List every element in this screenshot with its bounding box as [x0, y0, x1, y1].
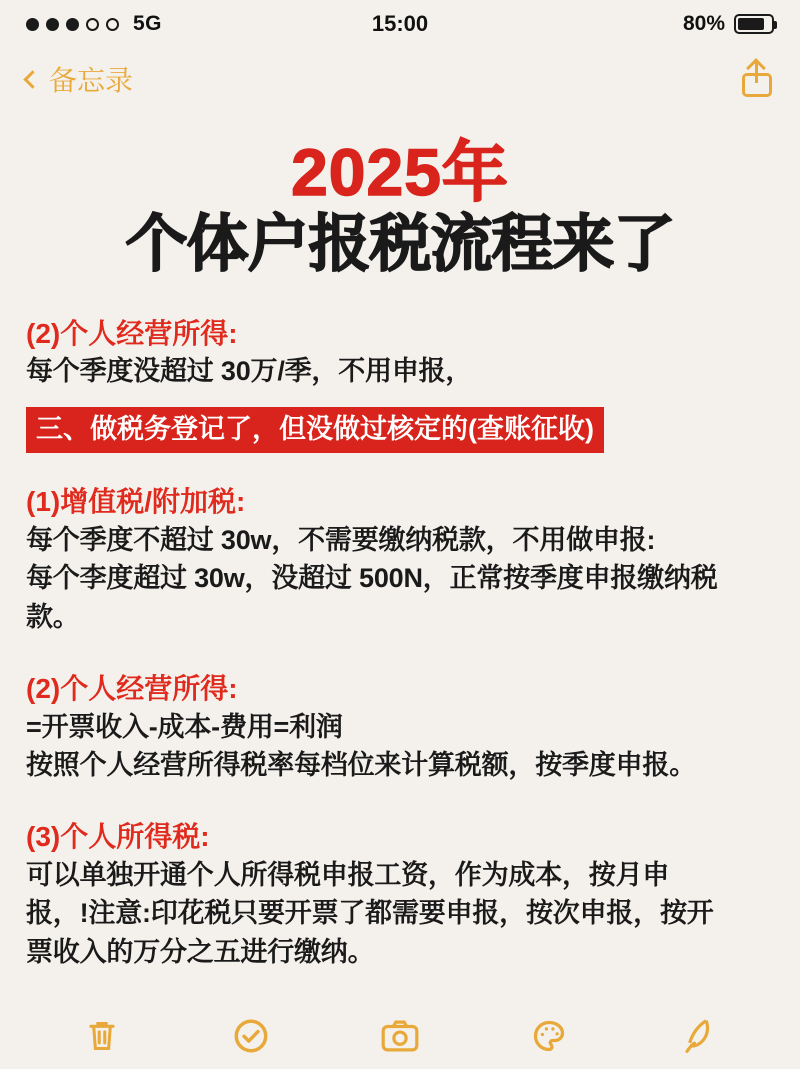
section-personal-income-1 [26, 315, 774, 391]
status-bar-left [26, 12, 256, 36]
section-line: 按照个人经营所得税率每档位来计算税额，按季度申报。 [26, 750, 696, 781]
status-bar [0, 0, 800, 48]
section-heading: (1)增值税/附加税: [26, 486, 246, 518]
chevron-left-icon [23, 70, 41, 88]
navigation-bar [0, 48, 800, 110]
section-individual-income-tax [26, 818, 774, 971]
section-banner-registered: 三、做税务登记了，但没做过核定的(查账征收) [26, 407, 604, 453]
section-line: 每个季度没超过 30万/季，不用申报， [26, 356, 473, 387]
battery-percent-label: 80% [682, 12, 725, 35]
section-vat-surtax [26, 483, 774, 636]
section-heading: (3)个人所得税: [26, 821, 210, 853]
back-button-label: 备忘录 [49, 65, 134, 96]
status-bar-clock: 15:00 [371, 11, 429, 36]
section-line: 报，!注意:印花税只要开票了都需要申报，按次申报，按开 [26, 898, 714, 929]
section-heading: (2)个人经营所得: [26, 317, 238, 349]
battery-icon [734, 14, 774, 34]
section-line: 可以单独开通个人所得税申报工资，作为成本，按月申 [26, 860, 670, 891]
network-type-label: 5G [133, 12, 163, 35]
bottom-toolbar [0, 1009, 800, 1069]
checkmark-circle-icon[interactable] [225, 1012, 277, 1060]
status-bar-right [544, 12, 774, 36]
note-title [26, 135, 774, 281]
trash-icon[interactable] [76, 1012, 128, 1060]
section-line: =开票收入-成本-费用=利润 [26, 711, 343, 742]
note-title-year: 2025年 [291, 135, 509, 209]
section-line: 每个季度不超过 30w，不需要缴纳税款，不用做申报: [26, 524, 656, 555]
section-heading: (2)个人经营所得: [26, 672, 238, 704]
signal-dots-icon [26, 18, 119, 31]
camera-icon[interactable] [374, 1012, 426, 1060]
section-line: 款。 [26, 601, 80, 632]
section-line: 票收入的万分之五进行缴纳。 [26, 936, 375, 967]
back-button[interactable] [26, 59, 133, 99]
palette-icon[interactable] [523, 1012, 575, 1060]
share-icon[interactable] [740, 60, 774, 98]
section-line: 每个李度超过 30w，没超过 500N，正常按季度申报缴纳税 [26, 563, 718, 594]
pen-icon[interactable] [672, 1012, 724, 1060]
note-title-main: 个体户报税流程来了 [125, 210, 675, 280]
note-content[interactable] [0, 110, 800, 1009]
section-personal-income-2 [26, 670, 774, 784]
